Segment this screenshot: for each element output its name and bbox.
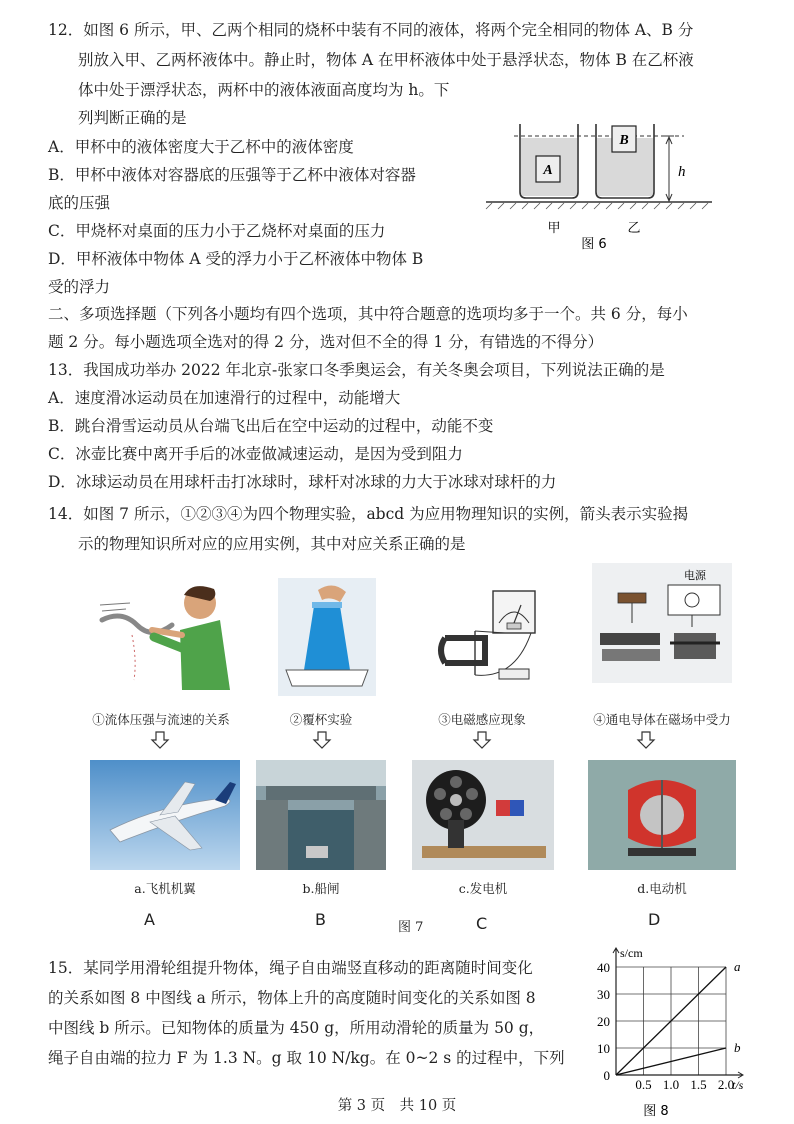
page-footer: 第 3 页 共 10 页 [337,1098,457,1114]
figure-7-caption: 图 7 [398,920,424,935]
experiment-2-inverted-cup-image [278,578,376,696]
figure-8-chart [592,940,760,1120]
q14-line1: 14．如图 7 所示，①②③④为四个物理实验，abcd 为应用物理知识的实例，箭头表示实验揭 [48,505,689,523]
q12-option-b: B．甲杯中液体对容器底的压强等于乙杯中液体对容器 [48,166,416,184]
series-label-a: a [734,959,741,974]
y-tick-label: 0 [603,1068,610,1083]
q14-option-a-letter: A [144,910,155,929]
x-axis-label: t/s [732,1078,744,1092]
q12-line2: 别放入甲、乙两杯液体中。静止时，物体 A 在甲杯液体中处于悬浮状态，物体 B 在乙杯液 [78,51,694,69]
q12-option-a: A．甲杯中的液体密度大于乙杯中的液体密度 [48,138,354,156]
y-axis-label: s/cm [620,946,643,960]
q14-line2: 示的物理知识所对应的应用实例，其中对应关系正确的是 [78,535,466,553]
power-source-label: 电源 [684,569,706,582]
cup-jia-label: 甲 [547,221,561,236]
y-tick-label: 40 [597,960,610,975]
q13-option-c: C．冰壶比赛中离开手后的冰壶做减速运动，是因为受到阻力 [48,445,463,463]
experiment-4-current-in-magnetic-field-image [592,563,732,683]
q14-option-d-letter: D [648,910,661,929]
q15-line2: 的关系如图 8 中图线 a 所示，物体上升的高度随时间变化的关系如图 8 [48,989,536,1007]
application-a-caption: a.飞机机翼 [134,881,196,896]
figure-6-beakers [484,112,714,262]
down-arrow-icon [472,730,492,750]
application-b-ship-lock-image [256,760,386,870]
q13-stem: 13．我国成功举办 2022 年北京-张家口冬季奥运会，有关冬奥会项目，下列说法正确的是 [48,361,665,379]
application-d-electric-motor-image [588,760,736,870]
application-c-caption: c.发电机 [458,881,508,896]
block-a-label: A [543,163,553,178]
application-a-airplane-image [90,760,240,870]
y-tick-label: 30 [597,987,610,1002]
q14-option-c-letter: C [476,914,488,933]
experiment-1-blowing-image [92,575,242,700]
q14-option-b-letter: B [315,910,326,929]
down-arrow-icon [312,730,332,750]
q13-option-b: B．跳台滑雪运动员从台端飞出后在空中运动的过程中，动能不变 [48,417,494,435]
q13-option-a: A．速度滑冰运动员在加速滑行的过程中，动能增大 [48,389,401,407]
application-d-caption: d.电动机 [637,881,687,896]
down-arrow-icon [150,730,170,750]
application-b-caption: b.船闸 [302,881,340,896]
experiment-3-electromagnetic-induction-image [435,583,555,688]
application-c-generator-image [412,760,554,870]
q12-line3: 体中处于漂浮状态，两杯中的液体液面高度均为 h。下 [78,81,450,99]
experiment-4-caption: ④通电导体在磁场中受力 [593,712,731,727]
cup-yi-label: 乙 [627,221,641,236]
q15-line4: 绳子自由端的拉力 F 为 1.3 N。g 取 10 N/kg。在 0~2 s 的过程中，下列 [48,1049,565,1067]
x-tick-label: 1.0 [662,1077,680,1092]
x-tick-label: 0.5 [635,1077,652,1092]
q12-option-d-cont: 受的浮力 [48,278,111,296]
experiment-3-caption: ③电磁感应现象 [438,712,526,727]
height-h-label: h [678,164,686,180]
figure-8-caption: 图 8 [643,1104,669,1119]
section2-line2: 题 2 分。每小题选项全选对的得 2 分，选对但不全的得 1 分，有错选的不得分） [48,333,604,351]
q12-line1: 12．如图 6 所示，甲、乙两个相同的烧杯中装有不同的液体，将两个完全相同的物体 A、B 分 [48,21,694,39]
y-tick-label: 20 [597,1014,610,1029]
experiment-2-caption: ②覆杯实验 [289,712,353,727]
q12-option-b-cont: 底的压强 [48,194,111,212]
x-tick-label: 2.0 [717,1077,735,1092]
figure-6-caption: 图 6 [581,237,607,252]
section2-line1: 二、多项选择题（下列各小题均有四个选项，其中符合题意的选项均多于一个。共 6 分，每小 [48,305,688,323]
q12-line4: 列判断正确的是 [78,109,187,127]
q13-option-d: D．冰球运动员在用球杆击打冰球时，球杆对冰球的力大于冰球对球杆的力 [48,473,557,491]
q12-option-d: D．甲杯液体中物体 A 受的浮力小于乙杯液体中物体 B [48,250,424,268]
block-b-label: B [619,133,629,148]
x-tick-label: 1.5 [690,1077,707,1092]
y-tick-label: 10 [597,1041,610,1056]
q12-option-c: C．甲烧杯对桌面的压力小于乙烧杯对桌面的压力 [48,222,386,240]
experiment-1-caption: ①流体压强与流速的关系 [92,712,230,727]
series-label-b: b [734,1040,741,1055]
q15-line3: 中图线 b 所示。已知物体的质量为 450 g，所用动滑轮的质量为 50 g， [48,1019,545,1037]
q15-line1: 15．某同学用滑轮组提升物体，绳子自由端竖直移动的距离随时间变化 [48,959,533,977]
down-arrow-icon [636,730,656,750]
